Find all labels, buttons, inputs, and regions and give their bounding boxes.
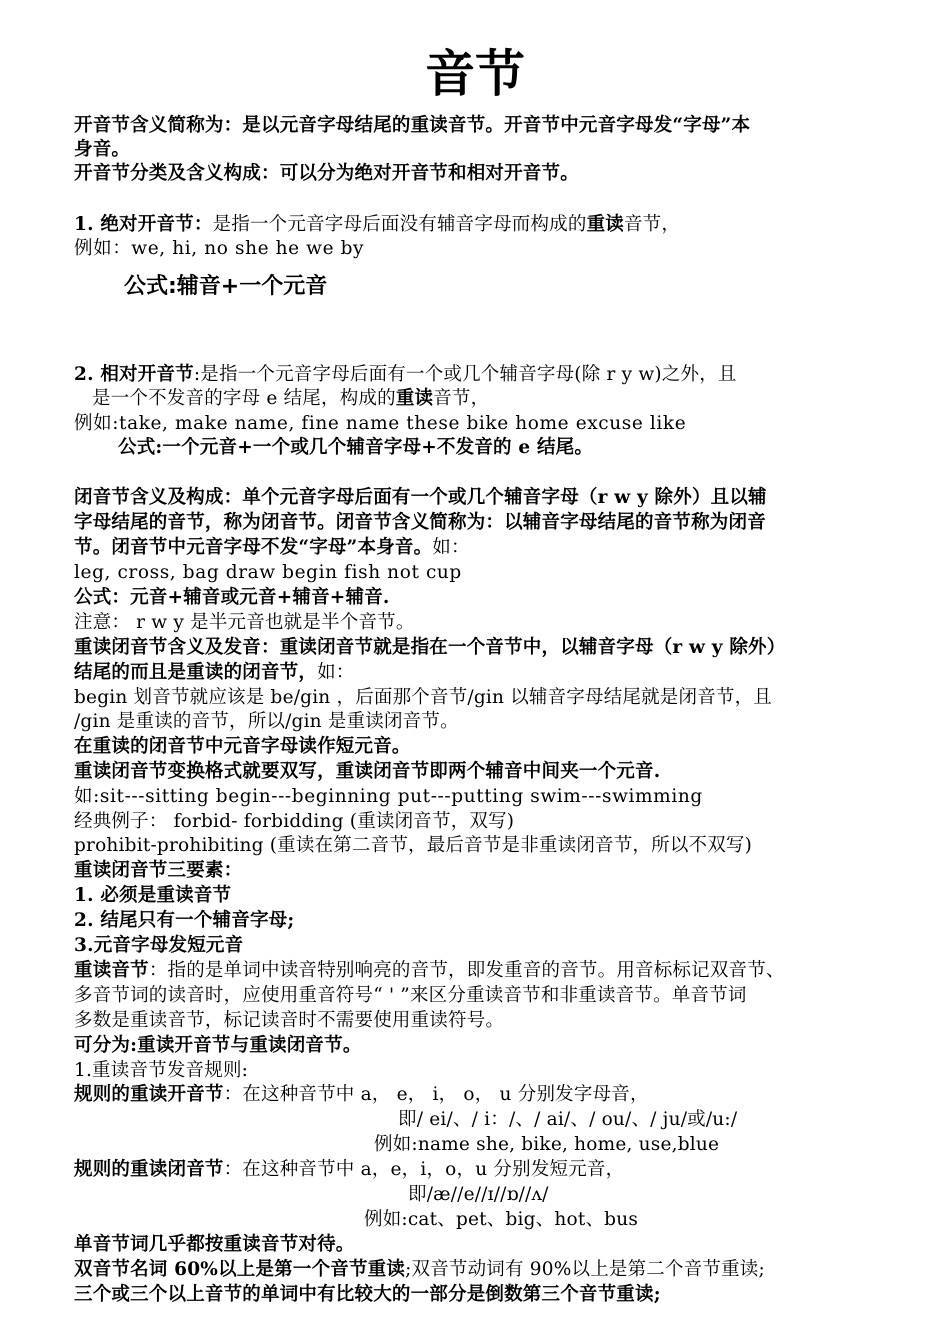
relative-open-heading: 2. 相对开音节 [74, 364, 194, 385]
disyllable-noun-rule: 双音节名词 60%以上是第一个音节重读 [74, 1259, 406, 1280]
relative-open-formula: 公式:一个元音+一个或几个辅音字母+不发音的 e 结尾。 [118, 437, 594, 458]
three-elements-heading: 重读闭音节三要素： [74, 860, 243, 881]
classic-example-2: prohibit-prohibiting (重读在第二音节，最后音节是非重读闭音节，所以不双写) [74, 835, 753, 856]
classic-example-1: 经典例子： forbid- forbidding (重读闭音节，双写) [74, 811, 515, 832]
stressed-syllable-heading: 重读音节 [74, 960, 149, 981]
begin-example: begin 划音节就应该是 be/gin ，后面那个音节/gin 以辅音字母结尾就是闭音节，且 [74, 687, 772, 708]
closed-rule [74, 1158, 624, 1182]
disyllable-rule [74, 1258, 765, 1282]
closed-syllable-definition: 闭音节含义及构成：单个元音字母后面有一个或几个辅音字母（r w y 除外）且以辅 [74, 487, 767, 508]
stressed-closed-def2-tail: 如： [317, 662, 355, 683]
open-syllable-classification: 开音节分类及含义构成：可以分为绝对开音节和相对开音节。 [74, 163, 579, 184]
open-rule-heading: 规则的重读开音节 [74, 1084, 224, 1105]
relative-open-example: 例如:take, make name, fine name these bike home excuse like [74, 413, 687, 434]
page-title: 音节 [425, 45, 525, 103]
pronunciation-rules-heading: 1.重读音节发音规则: [74, 1060, 249, 1081]
element-1: 1. 必须是重读音节 [74, 885, 232, 906]
open-syllable-definition: 开音节含义简称为：是以元音字母结尾的重读音节。开音节中元音字母发“字母”本 [74, 115, 751, 136]
stressed-syllable-definition-3: 多数是重读音节，标记读音时不需要使用重读符号。 [74, 1010, 505, 1031]
absolute-open-text: 是指一个元音字母后面没有辅音字母而构成的 [212, 214, 587, 235]
doubling-examples: 如:sit---sitting begin---beginning put---putting swim---swimming [74, 786, 703, 807]
relative-open-syllable-cont [92, 387, 489, 411]
relative-open-text2: 是一个不发音的字母 e 结尾，构成的 [92, 388, 396, 409]
relative-open-syllable [74, 363, 737, 387]
begin-example-cont: /gin 是重读的音节，所以/gin 是重读闭音节。 [74, 711, 459, 732]
monosyllable-rule: 单音节词几乎都按重读音节对待。 [74, 1234, 355, 1255]
closed-syllable-def3-tail: 如： [432, 537, 470, 558]
absolute-open-example: 例如：we, hi, no she he we by [74, 238, 365, 259]
closed-rule-example: 例如:cat、pet、big、hot、bus [364, 1209, 639, 1230]
absolute-open-formula: 公式:辅音+一个元音 [124, 274, 328, 299]
relative-open-text: :是指一个元音字母后面有一个或几个辅音字母(除 r y w)之外，且 [193, 364, 737, 385]
closed-syllable-definition-3 [74, 536, 470, 560]
stressed-syllable-text: ：指的是单词中读音特别响亮的音节，即发重音的音节。用音标标记双音节、 [148, 960, 785, 981]
absolute-open-heading: 1. 绝对开音节： [74, 214, 213, 235]
closed-rule-heading: 规则的重读闭音节 [74, 1159, 224, 1180]
stressed-syllable-division: 可分为:重读开音节与重读闭音节。 [74, 1035, 362, 1056]
closed-rule-phonetics: 即/æ//e//ɪ//ɒ//ʌ/ [408, 1184, 549, 1205]
element-2: 2. 结尾只有一个辅音字母; [74, 910, 295, 931]
stressed-syllable-definition-2: 多音节词的读音时，应使用重音符号“ ' ”来区分重读音节和非重读音节。单音节词 [74, 985, 747, 1006]
closed-syllable-formula: 公式：元音+辅音或元音+辅音+辅音. [74, 587, 390, 608]
open-rule-text: ：在这种音节中 a， e， i， o， u 分别发字母音， [223, 1084, 649, 1105]
polysyllable-rule: 三个或三个以上音节的单词中有比较大的一部分是倒数第三个音节重读; [74, 1284, 661, 1305]
absolute-open-stressed: 重读 [586, 214, 624, 235]
stressed-syllable-definition [74, 959, 785, 983]
relative-open-tail: 音节， [433, 388, 490, 409]
stressed-closed-def2-bold: 结尾的而且是重读的闭音节， [74, 662, 318, 683]
short-vowel-rule: 在重读的闭音节中元音字母读作短元音。 [74, 736, 411, 757]
open-rule-example: 例如:name she, bike, home, use,blue [374, 1134, 720, 1155]
closed-syllable-note: 注意： r w y 是半元音也就是半个音节。 [74, 612, 415, 633]
closed-syllable-example: leg, cross, bag draw begin fish not cup [74, 562, 462, 583]
absolute-open-syllable [74, 213, 680, 237]
disyllable-verb-rule: ;双音节动词有 90%以上是第二个音节重读; [405, 1259, 765, 1280]
element-3: 3.元音字母发短元音 [74, 935, 244, 956]
relative-open-stressed: 重读 [395, 388, 434, 409]
closed-syllable-definition-2: 字母结尾的音节，称为闭音节。闭音节含义简称为：以辅音字母结尾的音节称为闭音 [74, 512, 766, 533]
open-rule-phonetics: 即/ ei/、/ i：/、/ ai/、/ ou/、/ ju/或/u:/ [398, 1109, 738, 1130]
closed-syllable-def3-bold: 节。闭音节中元音字母不发“字母”本身音。 [74, 537, 433, 558]
open-syllable-definition-cont: 身音。 [74, 139, 131, 160]
doubling-rule: 重读闭音节变换格式就要双写，重读闭音节即两个辅音中间夹一个元音. [74, 761, 661, 782]
stressed-closed-definition-2 [74, 661, 355, 685]
open-rule [74, 1083, 649, 1107]
absolute-open-tail: 音节， [623, 214, 681, 235]
closed-rule-text: ：在这种音节中 a，e，i，o，u 分别发短元音， [223, 1159, 625, 1180]
stressed-closed-definition: 重读闭音节含义及发音：重读闭音节就是指在一个音节中，以辅音字母（r w y 除外） [74, 637, 786, 658]
